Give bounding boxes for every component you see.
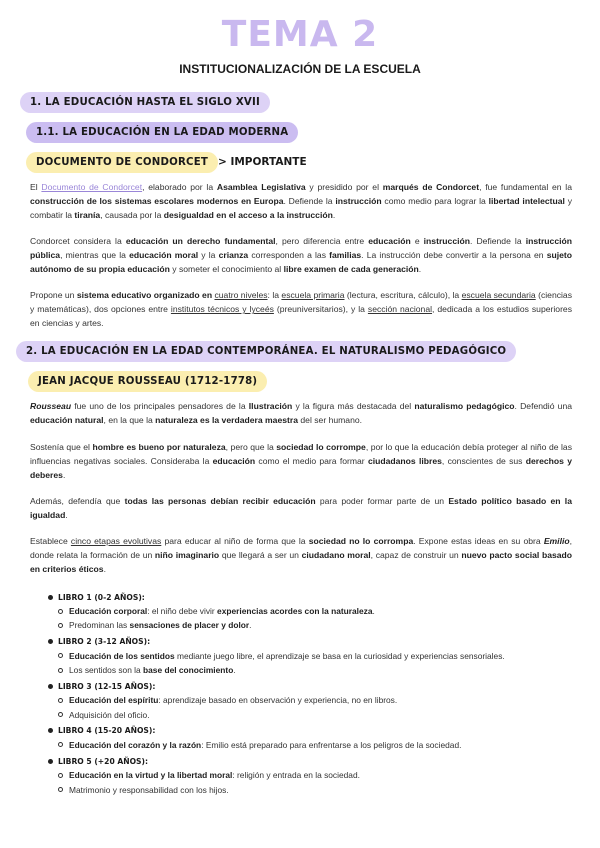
book-2 [48, 635, 578, 678]
circle-bullet-icon [58, 623, 63, 628]
circle-bullet-icon [58, 668, 63, 673]
condorcet-pill: DOCUMENTO DE CONDORCET [26, 152, 218, 173]
book-title: LIBRO 5 (+20 AÑOS): [58, 756, 149, 766]
importante-tag: > IMPORTANTE [218, 156, 307, 168]
bullet-icon [48, 728, 53, 733]
rousseau-pill: JEAN JACQUE ROUSSEAU (1712-1778) [28, 371, 267, 392]
book-5 [48, 754, 578, 797]
rousseau-paragraph-3: Además, defendía que todas las personas debían recibir educación para poder formar parte de un Estado político basado en la igualdad. [30, 496, 572, 521]
circle-bullet-icon [58, 712, 63, 717]
condorcet-paragraph-3: Propone un sistema educativo organizado en cuatro niveles: la escuela primaria (lectura, escritura, cálculo), la escuela secundaria (ciencias y matemáticas), dos opciones entre institutos técnicos y lyceés (preuniversitarios), y la sección nacional, dedicada a los estudios superiores en ciencias y artes. [30, 290, 573, 329]
book-item: Predominan las sensaciones de placer y dolor. [48, 618, 578, 632]
page-title: TEMA 2 [221, 14, 379, 55]
book-item: Educación de los sentidos mediante juego libre, el aprendizaje se basa en la curiosidad y experiencias sensoriales. [48, 649, 578, 663]
book-1 [48, 590, 578, 633]
condorcet-paragraph-2: Condorcet considera la educación un derecho fundamental, pero diferencia entre educación e instrucción. Defiende la instrucción pública, mientras que la educación moral y la crianza corresponden a las familias. La instrucción debe convertir a la persona en sujeto autónomo de su propia educación y someter el conocimiento al libre examen de cada generación. [30, 236, 573, 275]
book-item: Adquisición del oficio. [48, 707, 578, 721]
book-3 [48, 679, 578, 722]
circle-bullet-icon [58, 653, 63, 658]
circle-bullet-icon [58, 773, 63, 778]
bullet-icon [48, 684, 53, 689]
book-title: LIBRO 1 (0-2 AÑOS): [58, 592, 145, 602]
section-2-heading: 2. LA EDUCACIÓN EN LA EDAD CONTEMPORÁNEA. EL NATURALISMO PEDAGÓGICO [16, 341, 516, 362]
circle-bullet-icon [58, 787, 63, 792]
rousseau-paragraph-2: Sostenía que el hombre es bueno por naturaleza, pero que la sociedad lo corrompe, por lo que la educación debía proteger al niño de las influencias negativas sociales. Consideraba la educación como el medio para formar ciudadanos libres, conscientes de sus derechos y deberes. [30, 442, 572, 481]
page-subtitle: INSTITUCIONALIZACIÓN DE LA ESCUELA [179, 62, 421, 76]
book-item: Educación del corazón y la razón: Emilio está preparado para enfrentarse a los peligros de la sociedad. [48, 738, 578, 752]
rousseau-paragraph-4: Establece cinco etapas evolutivas para educar al niño de forma que la sociedad no lo corrompa. Expone estas ideas en su obra Emilio, donde relata la formación de un niño imaginario que llegará a ser un ciudadano moral, capaz de construir un nuevo pacto social basado en criterios éticos. [30, 536, 573, 575]
emilio-books-list [48, 590, 578, 799]
bullet-icon [48, 639, 53, 644]
bullet-icon [48, 595, 53, 600]
condorcet-document-link[interactable]: Documento de Condorcet [41, 182, 143, 192]
book-item: Educación del espíritu: aprendizaje basado en observación y experiencia, no en libros. [48, 693, 578, 707]
rousseau-paragraph-1: Rousseau fue uno de los principales pensadores de la Ilustración y la figura más destacada del naturalismo pedagógico. Defendió una educación natural, en la que la naturaleza es la verdadera maestra del ser humano. [30, 401, 573, 426]
circle-bullet-icon [58, 742, 63, 747]
book-title: LIBRO 2 (3-12 AÑOS): [58, 637, 151, 647]
book-4 [48, 724, 578, 752]
book-item: Los sentidos son la base del conocimiento. [48, 663, 578, 677]
circle-bullet-icon [58, 698, 63, 703]
book-item: Matrimonio y responsabilidad con los hijos. [48, 782, 578, 796]
book-item: Educación en la virtud y la libertad moral: religión y entrada en la sociedad. [48, 768, 578, 782]
book-title: LIBRO 3 (12-15 AÑOS): [58, 681, 156, 691]
condorcet-paragraph-1: El Documento de Condorcet, elaborado por la Asamblea Legislativa y presidido por el marqués de Condorcet, fue fundamental en la construcción de los sistemas escolares modernos en Europa. Defiende la instrucción como medio para lograr la libertad intelectual y combatir la tiranía, causada por la desigualdad en el acceso a la instrucción. [30, 182, 573, 221]
section-1-1-heading: 1.1. LA EDUCACIÓN EN LA EDAD MODERNA [26, 122, 298, 143]
section-1-heading: 1. LA EDUCACIÓN HASTA EL SIGLO XVII [20, 92, 270, 113]
bullet-icon [48, 759, 53, 764]
circle-bullet-icon [58, 609, 63, 614]
book-title: LIBRO 4 (15-20 AÑOS): [58, 726, 156, 736]
book-item: Educación corporal: el niño debe vivir experiencias acordes con la naturaleza. [48, 604, 578, 618]
